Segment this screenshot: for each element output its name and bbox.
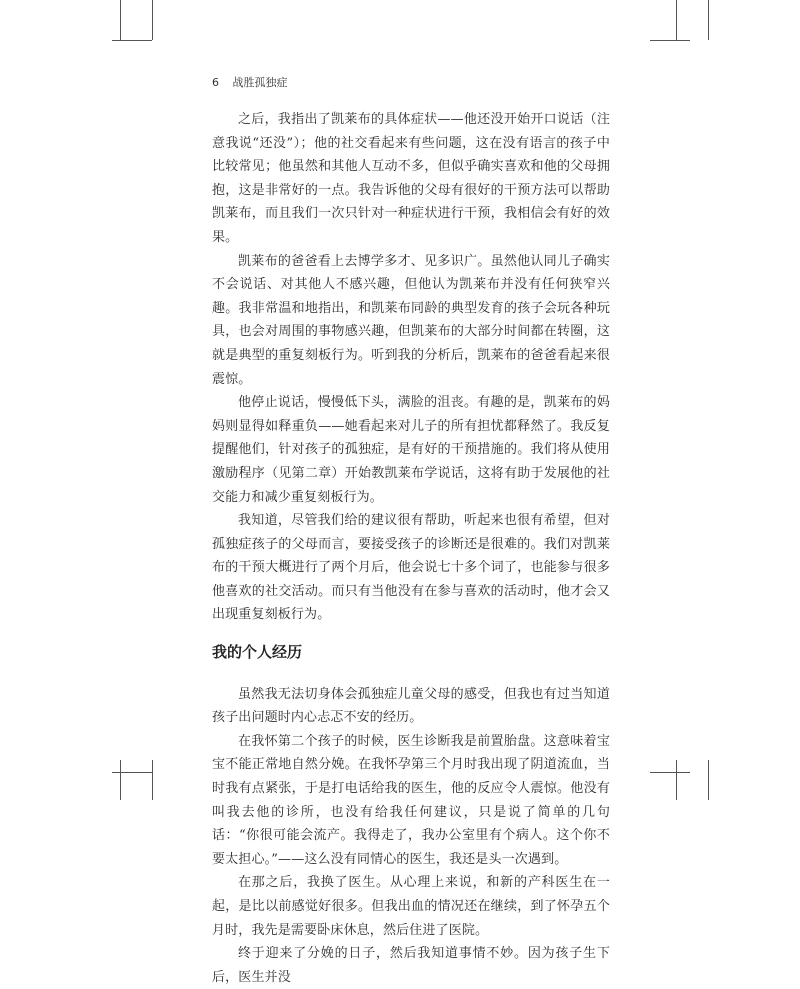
crop-mark-tr2-v: [708, 0, 709, 40]
section-heading: 我的个人经历: [212, 643, 303, 662]
paragraph: 我知道，尽管我们给的建议很有帮助，听起来也很有希望，但对孤独症孩子的父母而言，要接受孩子的诊断还是很难的。我们对凯莱布的干预大概进行了两个月后，他会说七十多个词了，也能参与很多他喜欢的社交活动。而只有当他没有在参与喜欢的活动时，他才会又出现重复刻板行为。: [212, 513, 610, 623]
crop-mark-bl-h: [112, 772, 152, 773]
crop-mark-tr-v: [676, 0, 677, 40]
crop-mark-tl2-v: [152, 0, 153, 40]
paragraph: 凯莱布的爸爸看上去博学多才、见多识广。虽然他认同儿子确实不会说话、对其他人不感兴趣，但他认为凯莱布并没有任何狭窄兴趣。我非常温和地指出，和凯莱布同龄的典型发育的孩子会玩各种玩具，也会对周围的事物感兴趣，但凯莱布的大部分时间都在转圈，这就是典型的重复刻板行为。听到我的分析后，凯莱布的爸爸看起来很震惊。: [212, 253, 610, 387]
crop-mark-bl2-v: [152, 760, 153, 800]
paragraph: 在我怀第二个孩子的时候，医生诊断我是前置胎盘。这意味着宝宝不能正常地自然分娩。在我怀孕第三个月时我出现了阴道流血，当时我有点紧张，于是打电话给我的医生，他的反应令人震惊。他没有叫我去他的诊所，也没有给我任何建议，只是说了简单的几句话：“你很可能会流产。我得走了，我办公室里有个病人。这个你不要太担心。”——这么没有同情心的医生，我还是头一次遇到。: [212, 733, 610, 867]
crop-mark-br2-v: [708, 760, 709, 800]
paragraph: 终于迎来了分娩的日子，然后我知道事情不妙。因为孩子生下后，医生并没: [212, 946, 610, 985]
crop-mark-br-v: [676, 760, 677, 800]
crop-mark-tl-v: [120, 0, 121, 40]
crop-mark-tr-h: [650, 40, 690, 41]
running-header: [212, 74, 288, 90]
crop-mark-tl-h: [112, 40, 152, 41]
paragraph: 在那之后，我换了医生。从心理上来说，和新的产科医生在一起，是比以前感觉好很多。但我出血的情况还在继续，到了怀孕五个月时，我先是需要卧床休息，然后住进了医院。: [212, 875, 610, 938]
crop-mark-bl-v: [120, 760, 121, 800]
page-body: [212, 108, 610, 989]
book-title: 战胜孤独症: [232, 76, 288, 89]
paragraph: 之后，我指出了凯莱布的具体症状——他还没开始开口说话（注意我说“还没”）；他的社交看起来有些问题，这在没有语言的孩子中比较常见；他虽然和其他人互动不多，但似乎确实喜欢和他的父母拥抱，这是非常好的一点。我告诉他的父母有很好的干预方法可以帮助凯莱布，而且我们一次只针对一种症状进行干预，我相信会有好的效果。: [212, 112, 610, 245]
paragraph: 他停止说话，慢慢低下头，满脸的沮丧。有趣的是，凯莱布的妈妈则显得如释重负——她看起来对儿子的所有担忧都释然了。我反复提醒他们，针对孩子的孤独症，是有好的干预措施的。我们将从使用激励程序（见第二章）开始教凯莱布学说话，这将有助于发展他的社交能力和减少重复刻板行为。: [212, 395, 610, 505]
page-number: 6: [212, 76, 219, 89]
paragraph: 虽然我无法切身体会孤独症儿童父母的感受，但我也有过当知道孩子出问题时内心忐忑不安的经历。: [212, 686, 610, 726]
crop-mark-br-h: [650, 772, 690, 773]
